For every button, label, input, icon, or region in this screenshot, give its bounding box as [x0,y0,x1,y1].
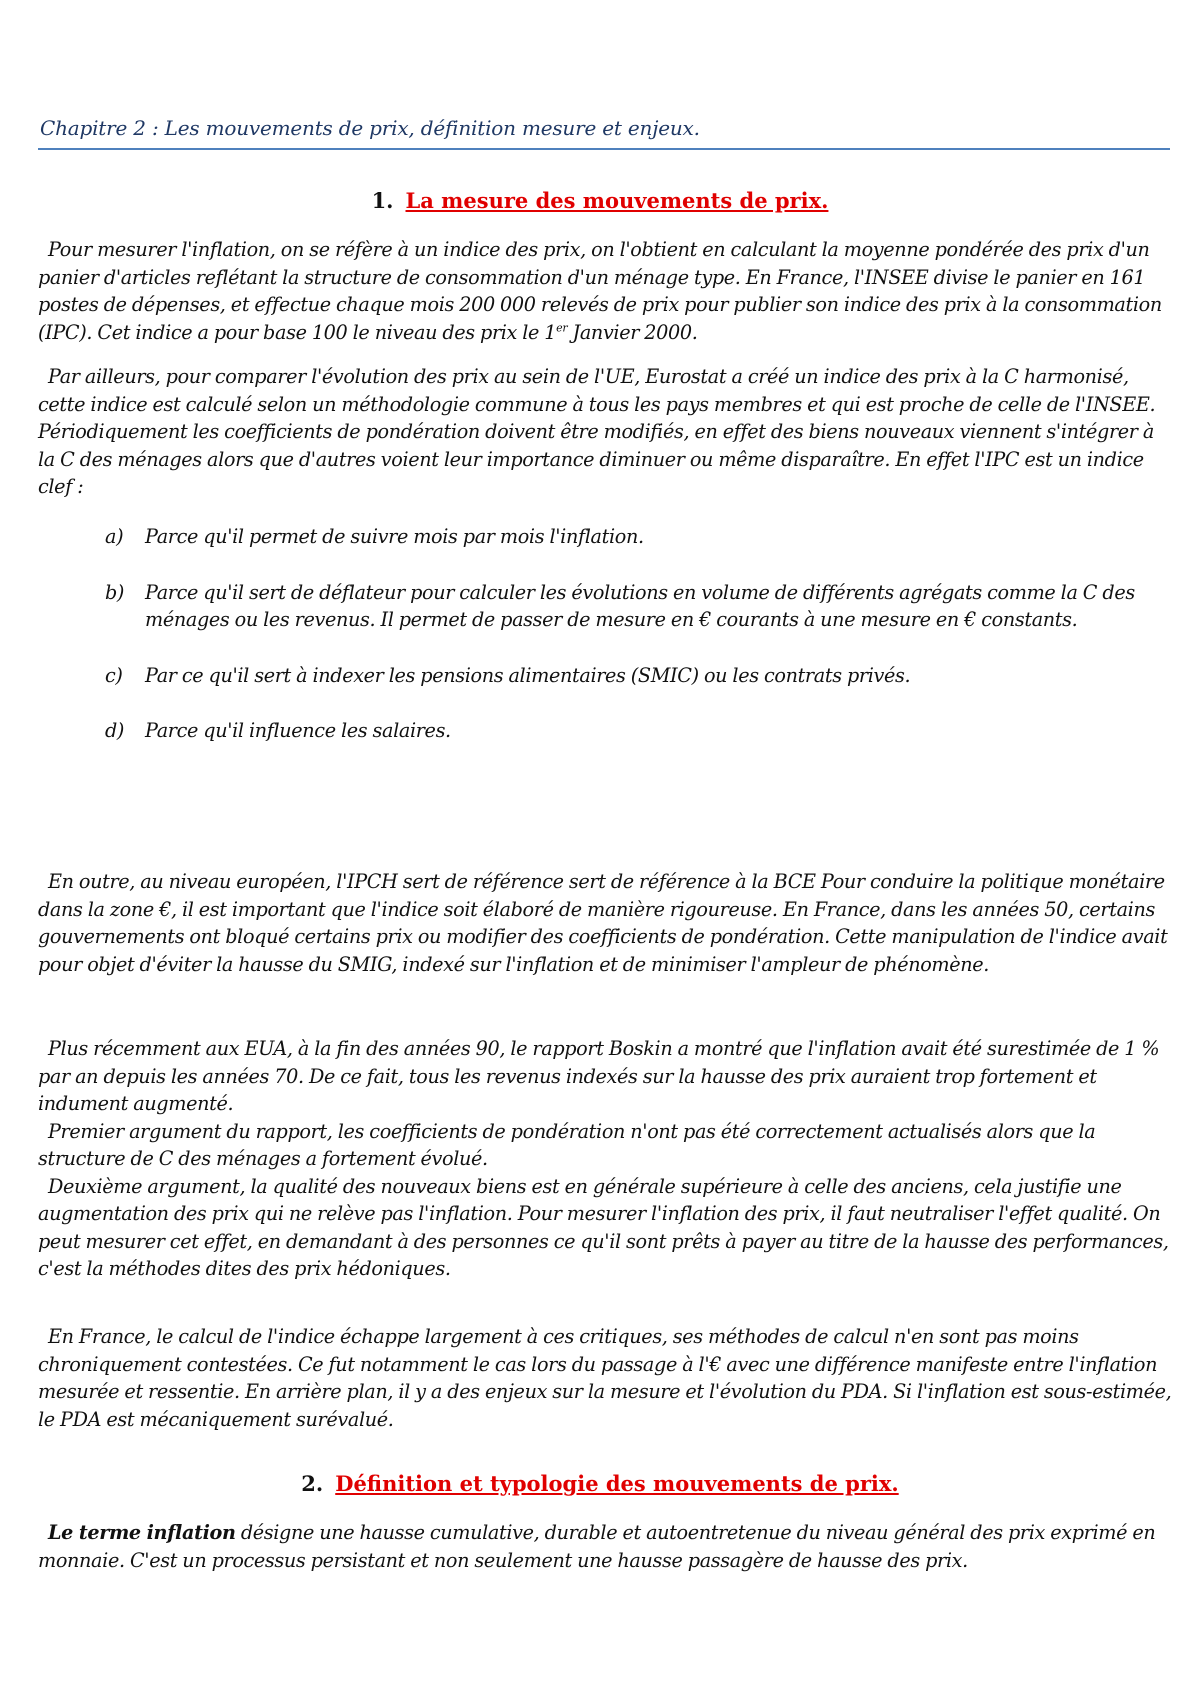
list-item-text: Parce qu'il influence les salaires. [145,719,451,742]
list-item-text: Parce qu'il sert de déflateur pour calculer les évolutions en volume de différents agrégats comme la C des ménages ou les revenus. Il permet de passer de mesure en € courants à une mesure en € constants. [145,580,1135,631]
paragraph-5 [38,1323,1173,1433]
paragraph-5-text: En France, le calcul de l'indice échappe largement à ces critiques, ses méthodes de calcul n'en sont pas moins chroniquement contestées. Ce fut notamment le cas lors du passage à l'€ avec une différence manifeste entre l'inflation mesurée et ressentie. En arrière plan, il y a des enjeux sur la mesure et l'évolution du PDA. Si l'inflation est sous-estimée, le PDA est mécaniquement surévalué. [38,1325,1172,1431]
list-item [90,579,1170,634]
paragraph-4-part-2: Premier argument du rapport, les coefficients de pondération n'ont pas été correctement actualisés alors que la structure de C des ménages a fortement évolué. [38,1119,1096,1170]
list-item-text: Parce qu'il permet de suivre mois par mois l'inflation. [145,525,644,548]
title-rule [38,148,1170,150]
section-2-heading [0,1471,1200,1496]
list-item-label: d) [105,719,125,742]
list-item [90,662,1170,690]
paragraph-4 [38,1035,1173,1283]
paragraph-4-part-3: Deuxième argument, la qualité des nouveaux biens est en générale supérieure à celle des anciens, cela justifie une augmentation des prix qui ne relève pas l'inflation. Pour mesurer l'inflation des prix, il faut neutraliser l'effet qualité. On peut mesurer cet effet, en demandant à des personnes ce qu'il sont prêts à payer au titre de la hausse des performances, c'est la méthodes dites des prix hédoniques. [38,1174,1169,1280]
list-item-label: a) [105,525,124,548]
reasons-list [90,523,1170,773]
paragraph-1-sup: er [556,321,568,335]
list-item-text: Par ce qu'il sert à indexer les pensions alimentaires (SMIC) ou les contrats privés. [145,663,911,687]
paragraph-1-end: Janvier 2000. [567,320,698,344]
section-1-heading [0,188,1200,213]
list-item-label: c) [105,663,123,687]
section-1-number: 1. [371,188,394,213]
paragraph-3-text: En outre, au niveau européen, l'IPCH sert de référence sert de référence à la BCE Pour conduire la politique monétaire dans la zone €, il est important que l'indice soit élaboré de manière rigoureuse. En France, dans les années 50, certains gouvernements ont bloqué certains prix ou modifier des coefficients de pondération. Cette manipulation de l'indice avait pour objet d'éviter la hausse du SMIG, indexé sur l'inflation et de minimiser l'ampleur de phénomène. [38,870,1168,976]
paragraph-1 [38,236,1173,346]
section-2-title: Définition et typologie des mouvements de prix. [335,1471,899,1496]
paragraph-4-part-1: Plus récemment aux EUA, à la fin des années 90, le rapport Boskin a montré que l'inflation avait été surestimée de 1 % par an depuis les années 70. De ce fait, tous les revenus indexés sur la hausse des prix auraient trop fortement et indument augmenté. [38,1037,1160,1115]
section-1-title: La mesure des mouvements de prix. [405,188,829,213]
paragraph-2 [38,363,1173,501]
list-item [90,717,1170,745]
paragraph-2-text: Par ailleurs, pour comparer l'évolution des prix au sein de l'UE, Eurostat a créé un indice des prix à la C harmonisé, cette indice est calculé selon un méthodologie commune à tous les pays membres et qui est proche de celle de l'INSEE. Périodiquement les coefficients de pondération doivent être modifiés, en effet des biens nouveaux viennent s'intégrer à la C des ménages alors que d'autres voient leur importance diminuer ou même disparaître. En effet l'IPC est un indice clef : [38,365,1156,498]
paragraph-6-bold: Le terme inflation [48,1521,236,1544]
list-item-label: b) [105,580,125,604]
paragraph-3 [38,868,1173,978]
paragraph-6-text: désigne une hausse cumulative, durable et autoentretenue du niveau général des prix exprimé en monnaie. C'est un processus persistant et non seulement une hausse passagère de hausse des prix. [38,1521,1156,1572]
paragraph-1-text: Pour mesurer l'inflation, on se réfère à un indice des prix, on l'obtient en calculant la moyenne pondérée des prix d'un panier d'articles reflétant la structure de consommation d'un ménage type. En France, l'INSEE divise le panier en 161 postes de dépenses, et effectue chaque mois 200 000 relevés de prix pour publier son indice des prix à la consommation (IPC). Cet indice a pour base 100 le niveau des prix le 1 [38,238,1162,344]
paragraph-6 [38,1519,1173,1574]
list-item [90,523,1170,551]
chapter-title: Chapitre 2 : Les mouvements de prix, définition mesure et enjeux. [40,116,700,140]
section-2-number: 2. [301,1471,324,1496]
